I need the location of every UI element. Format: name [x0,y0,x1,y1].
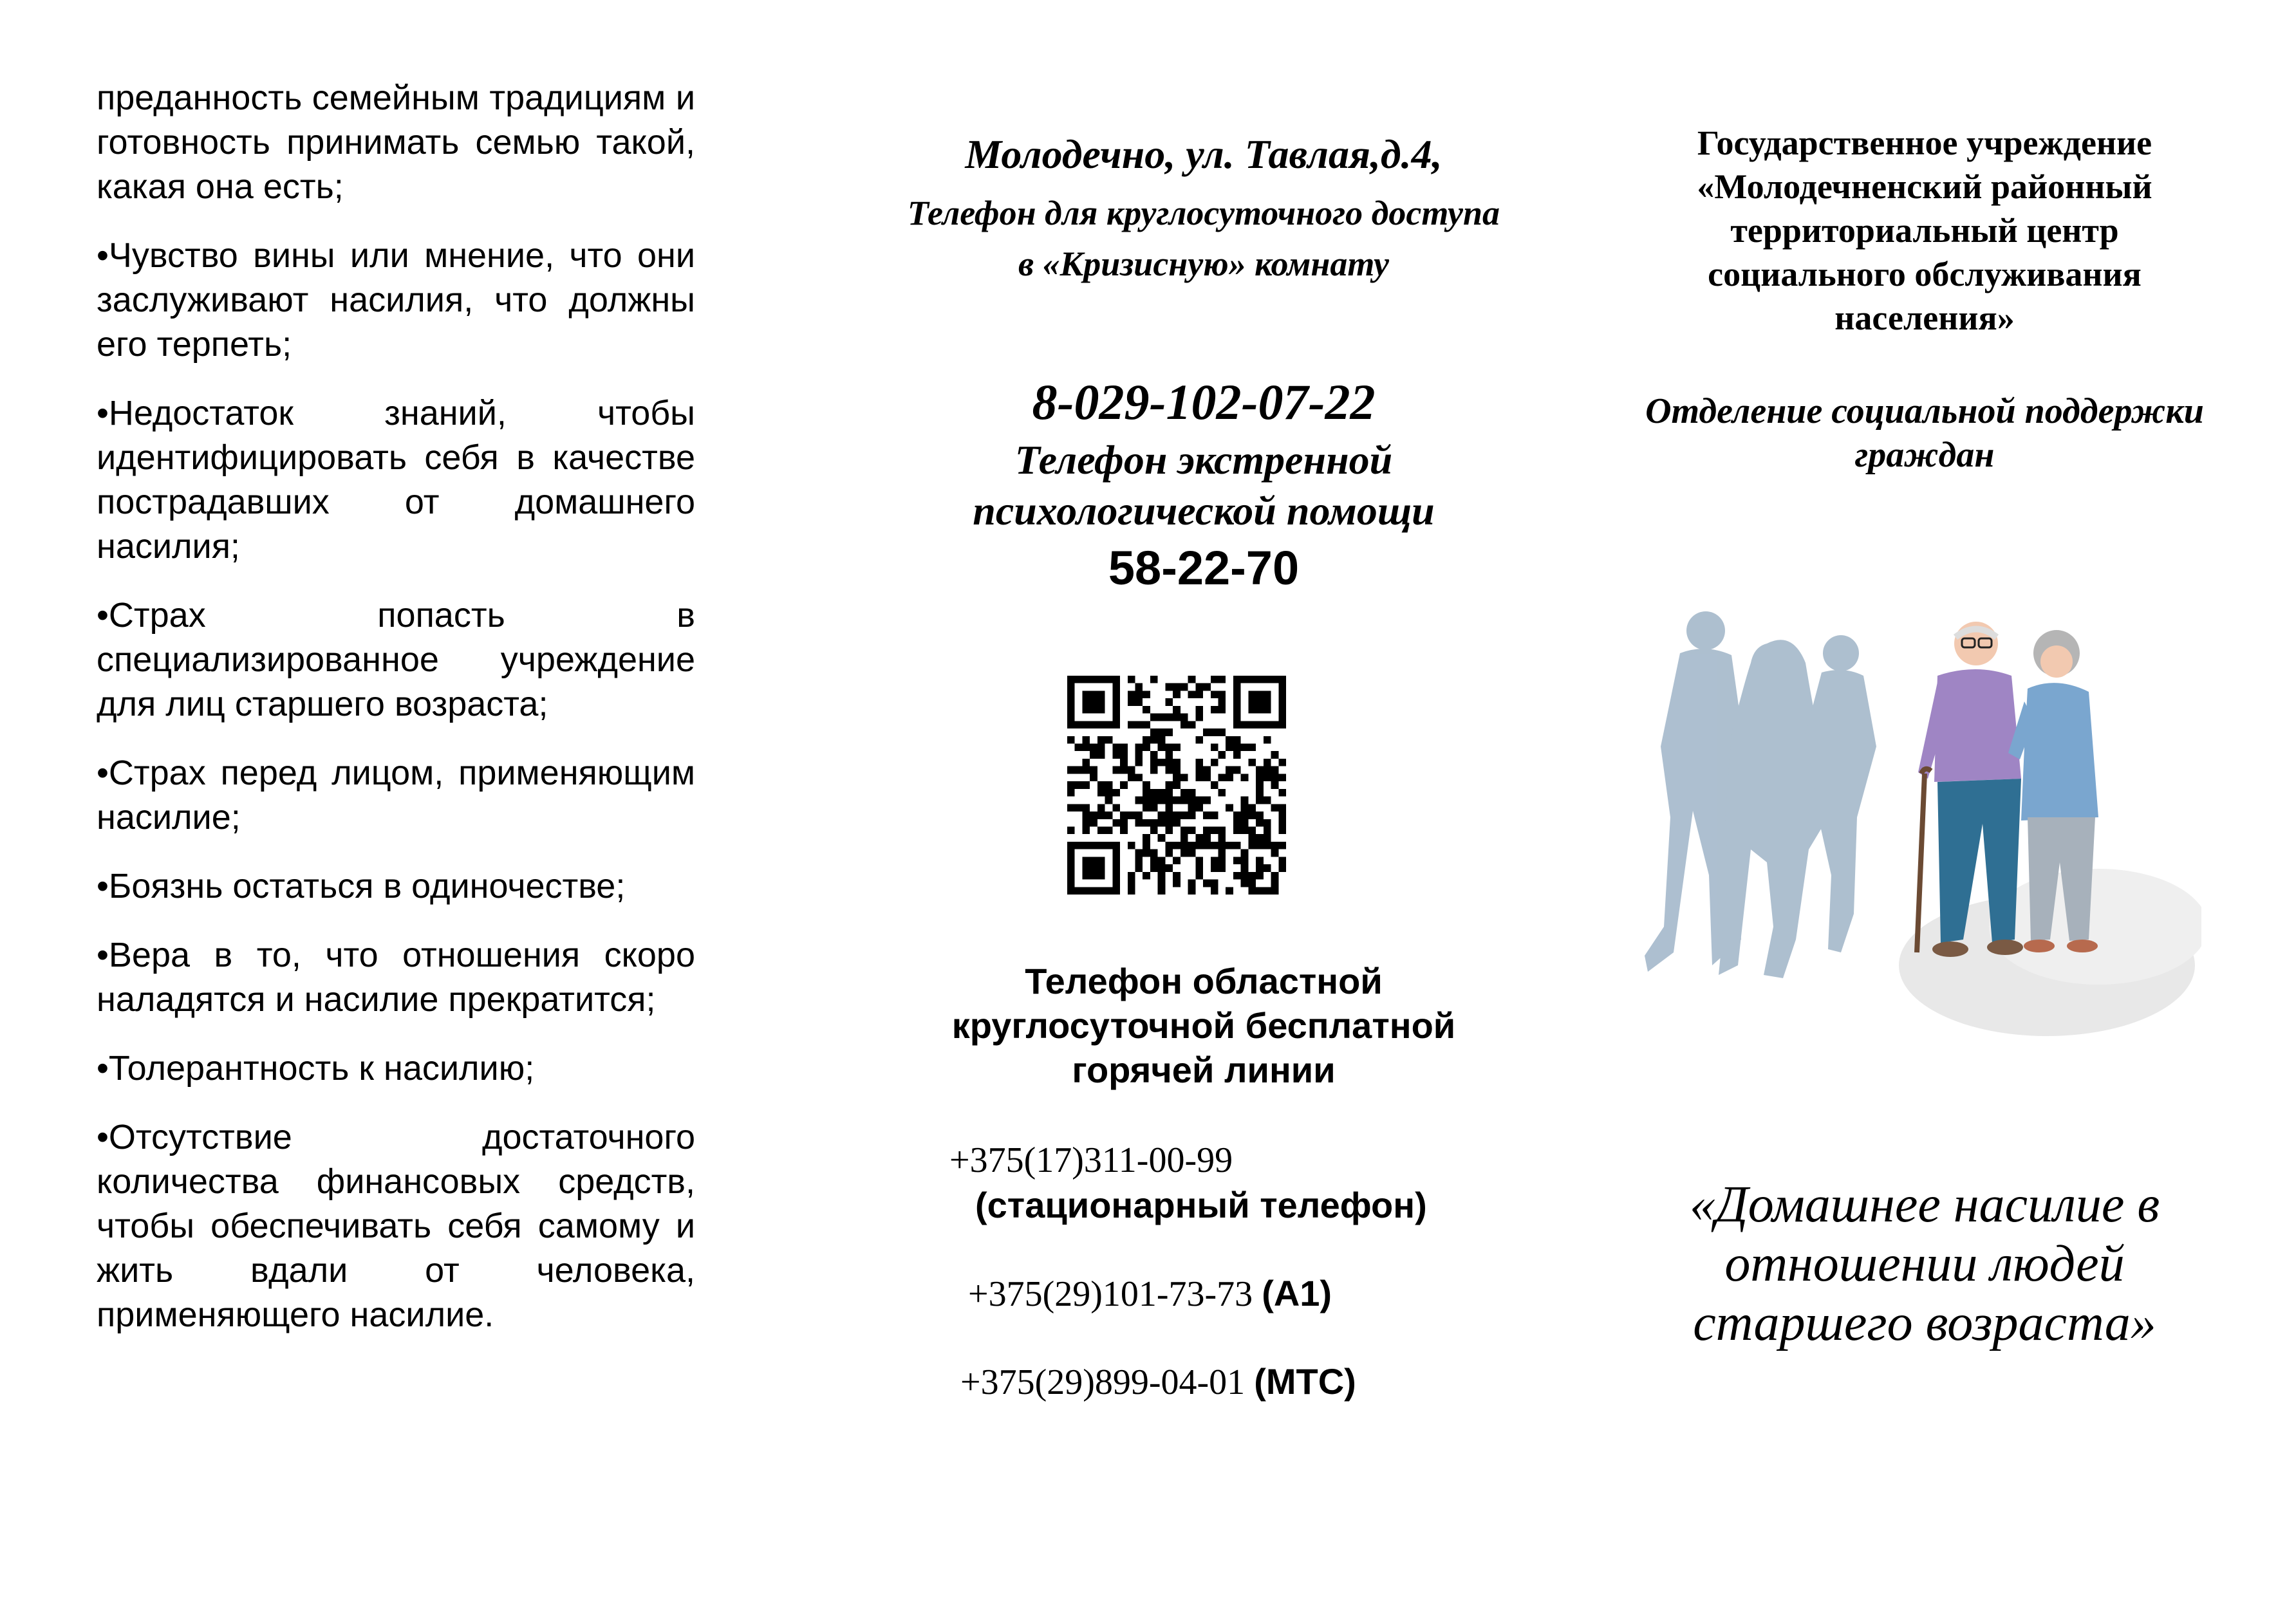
list-item: •Боязнь остаться в одиночестве; [97,867,626,905]
list-item: •Страх перед лицом, применяющим насилие; [97,754,695,837]
hotline-phone-mts[interactable] [960,1359,1356,1405]
address: Молодечно, ул. Тавлая,д.4, [965,131,1442,177]
operator-label: (МТС) [1254,1361,1356,1402]
department-name: Отделение социальной поддержки граждан [1645,391,2204,475]
crisis-room-phone[interactable]: 8-029-102-07-22 [1032,374,1376,430]
institution-name: Государственное учреждение «Молодечненский районный территориальный центр социального обслуживания населения» [1697,124,2152,337]
family-silhouettes [1645,611,1876,978]
right-panel [1635,0,2214,1623]
list-item: преданность семейным традициям и готовность принимать семью такой, какая она есть; [97,79,695,206]
hotline-phone-a1[interactable] [968,1271,1332,1317]
list-item: •Толерантность к насилию; [97,1049,535,1088]
list-item: •Страх попасть в специализированное учреждение для лиц старшего возраста; [97,596,695,723]
elderly-couple-illustration-icon [1635,605,2201,1036]
list-item: •Вера в то, что отношения скоро наладятся и насилие прекратится; [97,936,695,1019]
psychological-help-label: Телефон экстренной психологической помощи [973,437,1435,533]
left-panel [97,0,695,1623]
phone-number: +375(29)899-04-01 [960,1362,1246,1402]
list-item: •Отсутствие достаточного количества финансовых средств, чтобы обеспечивать себя самому и жить вдали от человека, применяющего насилие. [97,1118,695,1334]
hotline-phone-landline[interactable] [949,1138,1233,1183]
list-item: •Недостаток знаний, чтобы идентифицировать себя в качестве пострадавших от домашнего насилия; [97,394,695,566]
psychological-help-phone[interactable]: 58-22-70 [1108,541,1300,595]
qr-code-icon[interactable] [1067,676,1286,895]
middle-panel [901,0,1506,1623]
operator-label: (А1) [1262,1273,1332,1313]
list-item: •Чувство вины или мнение, что они заслуживают насилия, что должны его терпеть; [97,236,695,364]
hotline-label: Телефон областной круглосуточной бесплатной горячей линии [951,961,1456,1090]
landline-note: (стационарный телефон) [975,1185,1427,1225]
crisis-room-label: Телефон для круглосуточного доступа в «Кризисную» комнату [907,194,1500,283]
phone-number: +375(17)311-00-99 [949,1140,1233,1180]
brochure-title: «Домашнее насилие в отношении людей старшего возраста» [1689,1176,2160,1351]
phone-number: +375(29)101-73-73 [968,1274,1253,1314]
ground-shadow [1989,869,2201,985]
